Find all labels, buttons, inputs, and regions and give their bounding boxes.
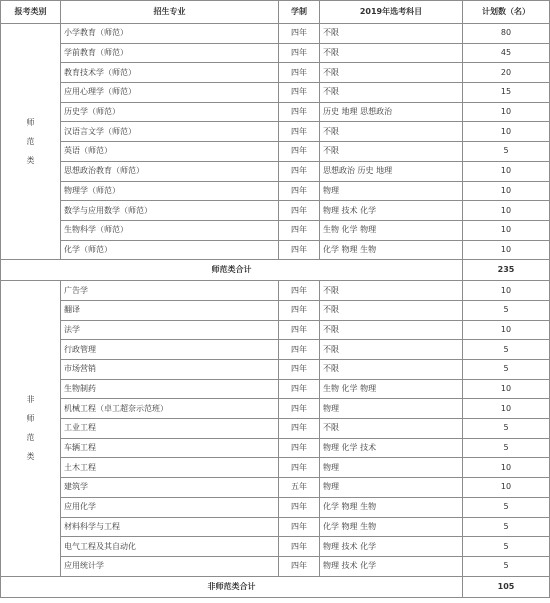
subjects-cell: 不限 [320,83,463,103]
plan-cell: 10 [463,181,550,201]
major-cell: 行政管理 [61,340,279,360]
subjects-cell: 不限 [320,340,463,360]
plan-cell: 10 [463,240,550,260]
plan-cell: 5 [463,517,550,537]
table-row [1,161,550,181]
major-cell: 汉语言文学（师范） [61,122,279,142]
table-row [1,181,550,201]
plan-cell: 5 [463,340,550,360]
total-label: 非师范类合计 [1,576,463,597]
subjects-cell: 物理 [320,399,463,419]
plan-cell: 10 [463,220,550,240]
plan-cell: 10 [463,320,550,340]
years-cell: 四年 [279,458,320,478]
subjects-cell: 化学 物理 生物 [320,497,463,517]
major-cell: 数学与应用数学（师范） [61,201,279,221]
major-cell: 化学（师范） [61,240,279,260]
major-cell: 土木工程 [61,458,279,478]
subjects-cell: 化学 物理 生物 [320,517,463,537]
major-cell: 应用统计学 [61,556,279,576]
years-cell: 四年 [279,556,320,576]
major-cell: 市场营销 [61,360,279,380]
subjects-cell: 不限 [320,320,463,340]
subjects-cell: 物理 [320,458,463,478]
plan-cell: 5 [463,497,550,517]
header-years: 学制 [279,1,320,24]
major-cell: 学前教育（师范） [61,43,279,63]
plan-cell: 10 [463,379,550,399]
years-cell: 四年 [279,122,320,142]
plan-cell: 10 [463,102,550,122]
years-cell: 四年 [279,497,320,517]
category-cell [1,281,61,576]
plan-cell: 5 [463,438,550,458]
plan-cell: 80 [463,24,550,44]
total-label: 师范类合计 [1,260,463,281]
major-cell: 法学 [61,320,279,340]
header-subjects: 2019年选考科目 [320,1,463,24]
years-cell: 四年 [279,24,320,44]
table-row [1,102,550,122]
years-cell: 四年 [279,161,320,181]
table-row [1,517,550,537]
category-char: 类 [26,452,35,462]
years-cell: 四年 [279,281,320,301]
years-cell: 四年 [279,399,320,419]
total-value: 105 [463,576,550,597]
table-row [1,201,550,221]
subjects-cell: 历史 地理 思想政治 [320,102,463,122]
subjects-cell: 物理 [320,478,463,498]
plan-cell: 10 [463,458,550,478]
subjects-cell: 不限 [320,419,463,439]
major-cell: 材料科学与工程 [61,517,279,537]
years-cell: 四年 [279,220,320,240]
major-cell: 翻译 [61,300,279,320]
years-cell: 四年 [279,181,320,201]
years-cell: 四年 [279,102,320,122]
table-row [1,281,550,301]
years-cell: 四年 [279,419,320,439]
plan-cell: 10 [463,122,550,142]
subjects-cell: 思想政治 历史 地理 [320,161,463,181]
total-row [1,576,550,597]
subjects-cell: 物理 技术 化学 [320,537,463,557]
major-cell: 机械工程（卓工超奈示范班） [61,399,279,419]
plan-cell: 45 [463,43,550,63]
total-row [1,260,550,281]
table-row [1,419,550,439]
plan-cell: 10 [463,161,550,181]
table-row [1,556,550,576]
major-cell: 教育技术学（师范） [61,63,279,83]
header-category: 报考类别 [1,1,61,24]
subjects-cell: 不限 [320,360,463,380]
major-cell: 电气工程及其自动化 [61,537,279,557]
category-char: 范 [26,433,35,443]
years-cell: 五年 [279,478,320,498]
table-row [1,300,550,320]
category-char: 范 [26,137,35,147]
years-cell: 四年 [279,537,320,557]
table-row [1,63,550,83]
subjects-cell: 不限 [320,122,463,142]
major-cell: 建筑学 [61,478,279,498]
table-row [1,240,550,260]
subjects-cell: 不限 [320,142,463,162]
major-cell: 车辆工程 [61,438,279,458]
plan-cell: 10 [463,399,550,419]
table-row [1,142,550,162]
category-char: 类 [26,156,35,166]
years-cell: 四年 [279,438,320,458]
table-row [1,220,550,240]
major-cell: 广告学 [61,281,279,301]
header-major: 招生专业 [61,1,279,24]
subjects-cell: 化学 物理 生物 [320,240,463,260]
major-cell: 工业工程 [61,419,279,439]
years-cell: 四年 [279,83,320,103]
subjects-cell: 物理 化学 技术 [320,438,463,458]
table-row [1,43,550,63]
table-row [1,24,550,44]
header-plan: 计划数（名） [463,1,550,24]
plan-cell: 10 [463,478,550,498]
subjects-cell: 物理 [320,181,463,201]
plan-cell: 5 [463,556,550,576]
years-cell: 四年 [279,517,320,537]
subjects-cell: 不限 [320,43,463,63]
plan-cell: 5 [463,300,550,320]
years-cell: 四年 [279,240,320,260]
category-cell [1,24,61,260]
table-row [1,340,550,360]
table-row [1,438,550,458]
subjects-cell: 生物 化学 物理 [320,379,463,399]
category-char: 非 [26,395,35,405]
major-cell: 英语（师范） [61,142,279,162]
table-row [1,360,550,380]
table-row [1,537,550,557]
years-cell: 四年 [279,43,320,63]
years-cell: 四年 [279,340,320,360]
table-row [1,497,550,517]
plan-cell: 5 [463,142,550,162]
subjects-cell: 不限 [320,300,463,320]
header-row [1,1,550,24]
major-cell: 应用化学 [61,497,279,517]
years-cell: 四年 [279,300,320,320]
years-cell: 四年 [279,201,320,221]
table-row [1,478,550,498]
plan-cell: 5 [463,360,550,380]
major-cell: 应用心理学（师范） [61,83,279,103]
table-row [1,379,550,399]
subjects-cell: 物理 技术 化学 [320,556,463,576]
years-cell: 四年 [279,379,320,399]
major-cell: 物理学（师范） [61,181,279,201]
major-cell: 思想政治教育（师范） [61,161,279,181]
subjects-cell: 不限 [320,63,463,83]
years-cell: 四年 [279,360,320,380]
table-row [1,320,550,340]
total-value: 235 [463,260,550,281]
table-row [1,122,550,142]
category-char: 师 [26,414,35,424]
major-cell: 历史学（师范） [61,102,279,122]
subjects-cell: 生物 化学 物理 [320,220,463,240]
table-row [1,458,550,478]
years-cell: 四年 [279,63,320,83]
table-row [1,399,550,419]
table-row [1,83,550,103]
major-cell: 小学教育（师范） [61,24,279,44]
plan-cell: 20 [463,63,550,83]
subjects-cell: 不限 [320,24,463,44]
plan-cell: 10 [463,281,550,301]
years-cell: 四年 [279,142,320,162]
subjects-cell: 物理 技术 化学 [320,201,463,221]
plan-cell: 5 [463,537,550,557]
subjects-cell: 不限 [320,281,463,301]
major-cell: 生物科学（师范） [61,220,279,240]
category-char: 师 [26,118,35,128]
plan-cell: 15 [463,83,550,103]
plan-cell: 10 [463,201,550,221]
major-cell: 生物制药 [61,379,279,399]
years-cell: 四年 [279,320,320,340]
plan-cell: 5 [463,419,550,439]
